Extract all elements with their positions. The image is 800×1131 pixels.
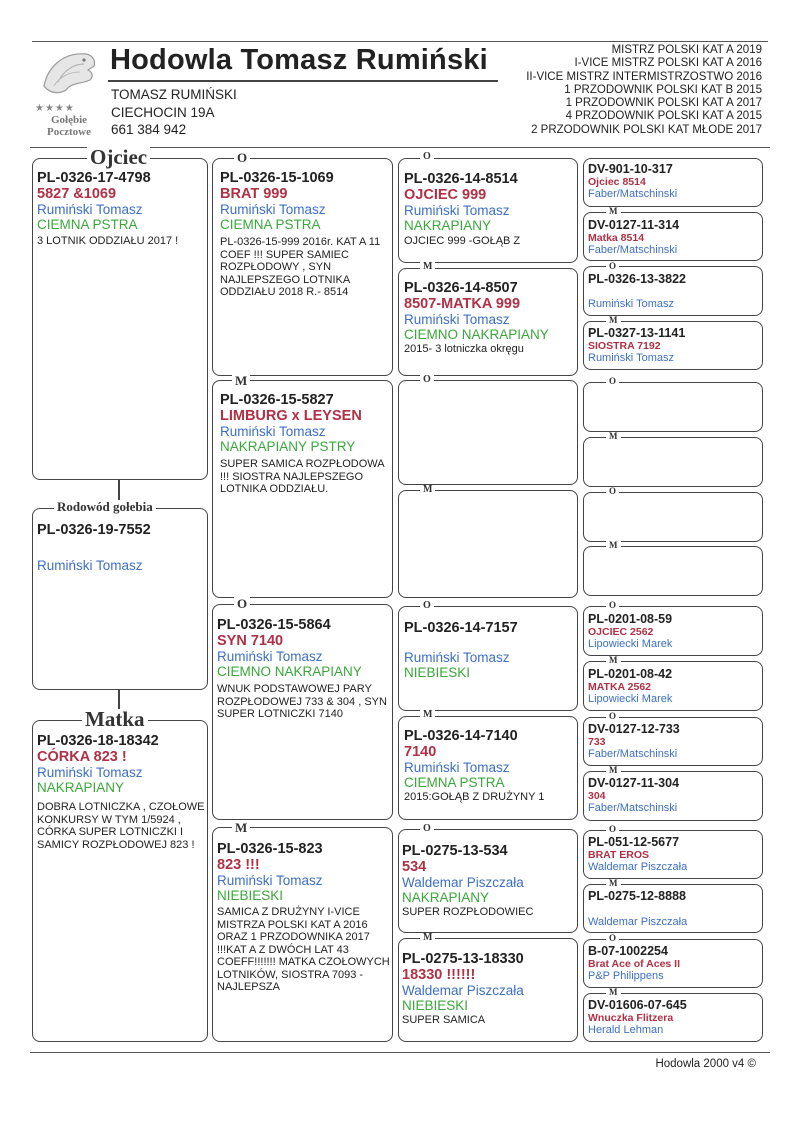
ff-desc: PL-0326-15-999 2016r. KAT A 11 COEF !!! SUPER SAMIEC ROZPŁODOWY , SYN NAJLEPSZEGO LOTNIKA ODDZIAŁU 2018 R.- 8514 bbox=[220, 236, 381, 298]
g4-name: Brat Ace of Aces II bbox=[588, 958, 681, 970]
logo bbox=[35, 46, 103, 138]
m-label: M bbox=[420, 710, 435, 720]
m-label: M bbox=[606, 541, 621, 550]
mm-desc: SAMICA Z DRUŻYNY I-VICE MISTRZA POLSKI KAT A 2016 ORAZ 1 PRZODOWNIKA 2017 !!!KAT A Z DWÓCH LAT 43 COEFF!!!!!!! MATKA CZOŁOWYCH LOTNIKÓW, SIOSTRA 7093 -NAJLEPSZA bbox=[217, 906, 390, 993]
g4-ring: DV-901-10-317 bbox=[588, 162, 673, 176]
empty-card[interactable] bbox=[398, 490, 578, 598]
m-label: M bbox=[420, 262, 435, 272]
ff-owner: Rumiński Tomasz bbox=[220, 202, 326, 217]
g4-ring: PL-0327-13-1141 bbox=[588, 326, 686, 340]
title-line: 2 PRZODOWNIK POLSKI KAT MŁODE 2017 bbox=[531, 123, 762, 136]
o-label: O bbox=[606, 377, 619, 386]
m-label: M bbox=[606, 656, 621, 665]
page-title: Hodowla Tomasz Rumiński bbox=[110, 44, 488, 76]
owner-address: CIECHOCIN 19A bbox=[111, 104, 215, 120]
g4-name: OJCIEC 2562 bbox=[588, 626, 654, 638]
mfm-name: 7140 bbox=[404, 744, 437, 760]
mmm-color: NIEBIESKI bbox=[402, 998, 469, 1013]
title-line: II-VICE MISTRZ INTERMISTRZOSTWO 2016 bbox=[526, 70, 762, 83]
m-label: M bbox=[606, 766, 621, 775]
fm-color: NAKRAPIANY PSTRY bbox=[220, 439, 356, 454]
title-line: 1 PRZODOWNIK POLSKI KAT A 2017 bbox=[565, 97, 762, 110]
g4-card[interactable] bbox=[583, 321, 763, 370]
m-label: M bbox=[606, 432, 621, 441]
mm-owner: Rumiński Tomasz bbox=[217, 873, 323, 888]
o-label: O bbox=[420, 152, 434, 162]
ffm-desc: 2015- 3 lotniczka okręgu bbox=[404, 343, 524, 355]
mf-ring: PL-0326-15-5864 bbox=[217, 617, 331, 633]
empty-card[interactable] bbox=[583, 382, 763, 432]
g4-owner: Lipowiecki Marek bbox=[588, 693, 673, 705]
ff-name: BRAT 999 bbox=[220, 186, 288, 202]
header-top-rule bbox=[32, 41, 768, 42]
mother-label: Matka bbox=[82, 709, 148, 730]
subject-ring: PL-0326-19-7552 bbox=[37, 522, 151, 538]
m-label: M bbox=[606, 316, 621, 325]
mm-name: 823 !!! bbox=[217, 857, 260, 873]
g4-card[interactable] bbox=[583, 212, 763, 261]
g4-name: Ojciec 8514 bbox=[588, 176, 646, 188]
footer-text: Hodowla 2000 v4 © bbox=[655, 1058, 756, 1070]
ffm-ring: PL-0326-14-8507 bbox=[404, 280, 518, 296]
m-label: M bbox=[606, 207, 621, 216]
father-card[interactable] bbox=[32, 158, 208, 480]
g4-card[interactable] bbox=[583, 884, 763, 933]
empty-card[interactable] bbox=[398, 380, 578, 485]
mf-color: CIEMNO NAKRAPIANY bbox=[217, 664, 362, 679]
fff-name: OJCIEC 999 bbox=[404, 187, 487, 203]
mfm-ring: PL-0326-14-7140 bbox=[404, 728, 518, 744]
g4-card[interactable] bbox=[583, 771, 763, 821]
logo-stars: ★★★★ bbox=[35, 103, 75, 114]
logo-text-2: Pocztowe bbox=[47, 126, 91, 138]
mfm-card[interactable] bbox=[398, 716, 578, 820]
achievement-titles bbox=[492, 44, 762, 137]
g4-owner: Herald Lehman bbox=[588, 1024, 664, 1036]
mother-owner: Rumiński Tomasz bbox=[37, 765, 143, 780]
owner-block bbox=[111, 86, 237, 139]
o-label: O bbox=[420, 824, 434, 834]
mmm-name: 18330 !!!!!! bbox=[402, 967, 476, 983]
mmm-ring: PL-0275-13-18330 bbox=[402, 951, 524, 967]
ff-color: CIEMNA PSTRA bbox=[220, 217, 321, 232]
g4-card[interactable] bbox=[583, 266, 763, 316]
m-label: M bbox=[606, 879, 621, 888]
g4-owner: Rumiński Tomasz bbox=[588, 352, 674, 364]
father-label: Ojciec bbox=[87, 147, 150, 168]
fff-color: NAKRAPIANY bbox=[404, 218, 492, 233]
mf-card[interactable] bbox=[212, 604, 393, 820]
ffm-color: CIEMNO NAKRAPIANY bbox=[404, 327, 549, 342]
mm-color: NIEBIESKI bbox=[217, 888, 284, 903]
mother-color: NAKRAPIANY bbox=[37, 780, 125, 795]
mff-ring: PL-0326-14-7157 bbox=[404, 620, 518, 636]
g4-ring: DV-01606-07-645 bbox=[588, 998, 687, 1012]
title-line: MISTRZ POLSKI KAT A 2019 bbox=[611, 44, 762, 56]
mmf-card[interactable] bbox=[398, 829, 578, 933]
g4-card[interactable] bbox=[583, 939, 763, 988]
father-color: CIEMNA PSTRA bbox=[37, 217, 138, 232]
g4-card[interactable] bbox=[583, 606, 763, 656]
mf-name: SYN 7140 bbox=[217, 633, 284, 649]
g4-name: 733 bbox=[588, 736, 606, 748]
mother-desc: DOBRA LOTNICZKA , CZOŁOWE KONKURSY W TYM 1/5924 , CÓRKA SUPER LOTNICZKI I SAMICY ROZPŁODOWEJ 823 ! bbox=[37, 801, 205, 851]
mmf-owner: Waldemar Piszczała bbox=[402, 875, 524, 890]
o-label: O bbox=[606, 601, 619, 610]
o-label: O bbox=[606, 934, 619, 943]
fm-card[interactable] bbox=[212, 380, 393, 598]
o-label: O bbox=[606, 712, 619, 721]
owner-name: TOMASZ RUMIŃSKI bbox=[111, 87, 237, 102]
mmm-card[interactable] bbox=[398, 938, 578, 1042]
mmf-name: 534 bbox=[402, 859, 427, 875]
subject-card[interactable] bbox=[32, 508, 208, 690]
ffm-owner: Rumiński Tomasz bbox=[404, 312, 510, 327]
g4-ring: PL-0201-08-42 bbox=[588, 667, 673, 681]
mm-card[interactable] bbox=[212, 827, 393, 1042]
g4-owner: P&P Philippens bbox=[588, 970, 664, 982]
mf-owner: Rumiński Tomasz bbox=[217, 649, 323, 664]
g4-owner: Faber/Matschinski bbox=[588, 748, 678, 760]
mff-color: NIEBIESKI bbox=[404, 665, 471, 680]
father-name: 5827 &1069 bbox=[37, 186, 117, 202]
footer-rule bbox=[30, 1052, 770, 1053]
o-label: O bbox=[606, 487, 619, 496]
m-label: M bbox=[420, 933, 435, 943]
g4-card[interactable] bbox=[583, 830, 763, 879]
mfm-owner: Rumiński Tomasz bbox=[404, 760, 510, 775]
ff-ring: PL-0326-15-1069 bbox=[220, 170, 334, 186]
m-label: M bbox=[420, 485, 435, 495]
mmm-owner: Waldemar Piszczała bbox=[402, 983, 524, 998]
m-label: M bbox=[232, 821, 250, 834]
g4-name: BRAT EROS bbox=[588, 849, 650, 861]
title-line: 4 PRZODOWNIK POLSKI KAT A 2015 bbox=[565, 110, 762, 123]
g4-card[interactable] bbox=[583, 993, 763, 1042]
g4-card[interactable] bbox=[583, 158, 763, 207]
g4-name: MATKA 2562 bbox=[588, 681, 652, 693]
mother-card[interactable] bbox=[32, 720, 208, 1042]
g4-owner: Rumiński Tomasz bbox=[588, 298, 674, 310]
fff-card[interactable] bbox=[398, 158, 578, 263]
m-label: M bbox=[232, 374, 250, 387]
ffm-name: 8507-MATKA 999 bbox=[404, 296, 521, 312]
fm-name: LIMBURG x LEYSEN bbox=[220, 408, 362, 424]
g4-card[interactable] bbox=[583, 717, 763, 766]
g4-ring: DV-0127-11-304 bbox=[588, 776, 680, 790]
mf-desc: WNUK PODSTAWOWEJ PARY ROZPŁODOWEJ 733 & 304 , SYN SUPER LOTNICZKI 7140 bbox=[217, 683, 387, 720]
o-label: O bbox=[606, 262, 619, 271]
title-underline bbox=[108, 80, 498, 82]
father-owner: Rumiński Tomasz bbox=[37, 202, 143, 217]
o-label: O bbox=[234, 151, 250, 164]
g4-ring: PL-0275-12-8888 bbox=[588, 889, 686, 903]
mother-ring: PL-0326-18-18342 bbox=[37, 733, 159, 749]
mff-owner: Rumiński Tomasz bbox=[404, 650, 510, 665]
eagle-icon bbox=[38, 46, 100, 98]
mother-name: CÓRKA 823 ! bbox=[37, 749, 127, 765]
g4-ring: PL-0201-08-59 bbox=[588, 612, 673, 626]
g4-owner: Waldemar Piszczała bbox=[588, 861, 688, 873]
owner-phone: 661 384 942 bbox=[111, 122, 187, 137]
o-label: O bbox=[420, 375, 434, 385]
g4-owner: Faber/Matschinski bbox=[588, 802, 678, 814]
g4-name: SIOSTRA 7192 bbox=[588, 340, 661, 352]
ffm-card[interactable] bbox=[398, 268, 578, 376]
father-ring: PL-0326-17-4798 bbox=[37, 170, 151, 186]
mmf-color: NAKRAPIANY bbox=[402, 890, 490, 905]
mfm-desc: 2015:GOŁĄB Z DRUŻYNY 1 bbox=[404, 791, 545, 803]
g4-name: Matka 8514 bbox=[588, 232, 645, 244]
mff-card[interactable] bbox=[398, 606, 578, 711]
g4-owner: Faber/Matschinski bbox=[588, 188, 678, 200]
g4-owner: Waldemar Piszczała bbox=[588, 916, 688, 928]
g4-owner: Faber/Matschinski bbox=[588, 244, 678, 256]
mm-ring: PL-0326-15-823 bbox=[217, 841, 323, 857]
g4-owner: Lipowiecki Marek bbox=[588, 638, 673, 650]
empty-card[interactable] bbox=[583, 437, 763, 487]
mfm-color: CIEMNA PSTRA bbox=[404, 775, 505, 790]
empty-card[interactable] bbox=[583, 546, 763, 596]
g4-name: Wnuczka Flitzera bbox=[588, 1012, 674, 1024]
fm-desc: SUPER SAMICA ROZPŁODOWA !!! SIOSTRA NAJLEPSZEGO LOTNIKA ODDZIAŁU. bbox=[220, 458, 385, 495]
o-label: O bbox=[606, 825, 619, 834]
empty-card[interactable] bbox=[583, 492, 763, 542]
father-desc: 3 LOTNIK ODDZIAŁU 2017 ! bbox=[37, 235, 179, 247]
mmm-desc: SUPER SAMICA bbox=[402, 1014, 486, 1026]
o-label: O bbox=[234, 597, 250, 610]
title-line: I-VICE MISTRZ POLSKI KAT A 2016 bbox=[574, 57, 762, 70]
g4-ring: PL-0326-13-3822 bbox=[588, 272, 686, 286]
m-label: M bbox=[606, 988, 621, 997]
g4-ring: DV-0127-12-733 bbox=[588, 722, 680, 736]
g4-card[interactable] bbox=[583, 661, 763, 711]
fff-ring: PL-0326-14-8514 bbox=[404, 171, 518, 187]
fff-desc: OJCIEC 999 -GOŁĄB Z bbox=[404, 235, 521, 247]
fff-owner: Rumiński Tomasz bbox=[404, 203, 510, 218]
subject-owner: Rumiński Tomasz bbox=[37, 558, 143, 573]
fm-owner: Rumiński Tomasz bbox=[220, 424, 326, 439]
fm-ring: PL-0326-15-5827 bbox=[220, 392, 334, 408]
g4-ring: DV-0127-11-314 bbox=[588, 218, 680, 232]
title-line: 1 PRZODOWNIK POLSKI KAT B 2015 bbox=[564, 83, 762, 96]
g4-ring: B-07-1002254 bbox=[588, 944, 668, 958]
mmf-desc: SUPER ROZPŁODOWIEC bbox=[402, 906, 534, 918]
o-label: O bbox=[420, 601, 434, 611]
subject-label: Rodowód gołebia bbox=[54, 500, 156, 513]
mmf-ring: PL-0275-13-534 bbox=[402, 843, 508, 859]
logo-text-1: Gołębie bbox=[50, 114, 88, 126]
g4-ring: PL-051-12-5677 bbox=[588, 835, 680, 849]
ff-card[interactable] bbox=[212, 158, 393, 376]
g4-name: 304 bbox=[588, 790, 606, 802]
